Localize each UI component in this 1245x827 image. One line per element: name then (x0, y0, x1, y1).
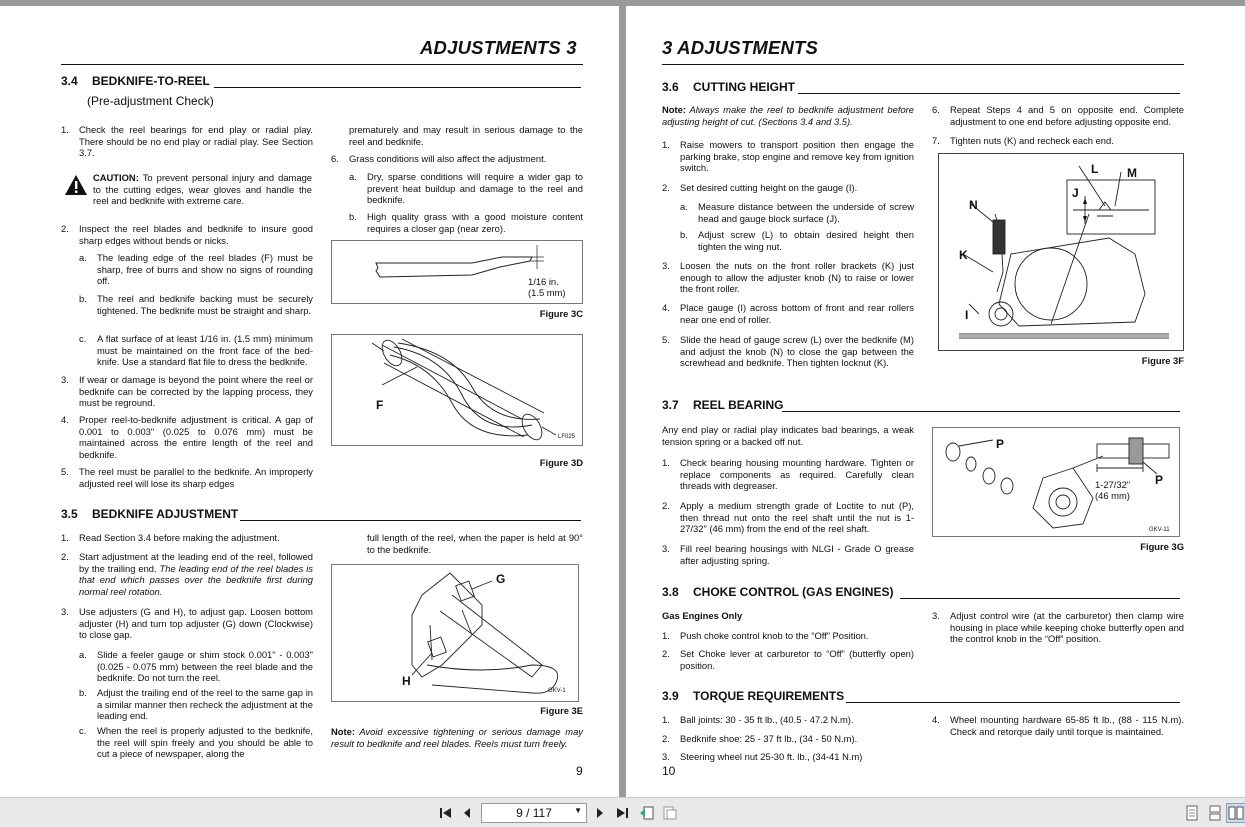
page-header: ADJUSTMENTS 3 (420, 37, 577, 58)
two-page-view-button[interactable] (1226, 803, 1245, 823)
list-item: 2. Start adjustment at the leading end of the reel, followed by the trailing end. The leading end of the reel blades is that end which passes over the bedknife first during normal reel rotation. (61, 551, 313, 598)
heading-underline (900, 585, 1180, 599)
list-item: 1. Check the reel bearings for end play or radial play. There should be no end play or radial play. See Section 3.7. (61, 124, 313, 159)
paragraph: Any end play or radial play indicates bad bearings, a weak tension spring or a backed off nut. (662, 424, 914, 447)
list-item: 1. Read Section 3.4 before making the adjustment. (61, 532, 280, 543)
list-item: 5. Slide the head of gauge screw (L) over the bedknife (M) and adjust the knob (N) to close the gap between the screwhead and bedknife. Then tighten locknut (K). (662, 334, 914, 369)
label-g: G (496, 572, 506, 586)
figure-code: GKV-11 (1149, 527, 1170, 533)
warning-icon (64, 174, 88, 201)
next-page-button[interactable] (590, 803, 610, 823)
figure-3f (938, 153, 1184, 351)
list-item: 2. Apply a medium strength grade of Loctite to nut (P), then thread nut onto the reel shaft until the nut is 1-27/32" (46 mm) from the end of the reel shaft. (662, 500, 914, 535)
list-item: b. The reel and bedknife backing must be securely tightened. The bedknife must be straight and sharp. (79, 293, 313, 316)
list-item: 6. Grass conditions will also affect the adjustment. (331, 153, 547, 164)
list-item: 6. Repeat Steps 4 and 5 on opposite end. Complete adjustment to one end before adjusting opposite end. (932, 104, 1184, 127)
previous-page-icon (462, 807, 472, 819)
list-item: 3. Loosen the nuts on the front roller brackets (K) just enough to allow the adjuster knob (N) to raise or lower the front roller. (662, 260, 914, 295)
list-item: c. When the reel is properly adjusted to the bedknife, the reel will spin freely and you should be able to cut a piece of newspaper, along the (79, 725, 313, 760)
label-k: K (959, 248, 968, 262)
header-rule (662, 64, 1184, 65)
single-page-view-button[interactable] (1182, 803, 1202, 823)
continuous-page-icon (1208, 805, 1222, 821)
last-page-icon (615, 807, 629, 819)
list-item: 7. Tighten nuts (K) and recheck each end. (932, 135, 1114, 146)
label-m: M (1127, 166, 1137, 180)
figure-3g (932, 427, 1180, 537)
figure-code: LF025 (558, 434, 576, 440)
first-page-button[interactable] (436, 803, 456, 823)
list-item: a. The leading edge of the reel blades (F) must be sharp, free of burrs and show no signs of rounding off. (79, 252, 313, 287)
list-item: 2. Inspect the reel blades and bedknife to insure good sharp edges without bends or nicks. (61, 223, 313, 246)
section-3-9-heading: 3.9 TORQUE REQUIREMENTS (662, 689, 845, 703)
dimension-label: 1-27/32" (46 mm) (1095, 479, 1131, 501)
list-item: 3. Steering wheel nut 25-30 ft. lb., (34-41 N.m) (662, 751, 863, 762)
go-forward-button[interactable] (660, 803, 680, 823)
section-3-4-heading: 3.4 BEDKNIFE-TO-REEL (61, 74, 210, 88)
figure-3d (331, 334, 583, 446)
continuous-view-button[interactable] (1205, 803, 1225, 823)
label-j: J (1072, 186, 1079, 200)
figure-caption: Figure 3G (1140, 541, 1184, 552)
label-l: L (1091, 162, 1099, 176)
list-item: 1. Raise mowers to transport position then engage the parking brake, stop engine and remove key from ignition switch. (662, 139, 914, 174)
list-item: 4. Proper reel-to-bedknife adjustment is critical. A gap of 0.001 to 0.003" (0.025 to 0.076 mm) must be maintained across the entire length of the reel and bedknife. (61, 414, 313, 461)
heading-underline (798, 80, 1180, 94)
page-header: 3 ADJUSTMENTS (662, 37, 819, 58)
list-item: 4. Place gauge (I) across bottom of front and rear rollers near one end of roller. (662, 302, 914, 325)
next-page-icon (595, 807, 605, 819)
caution-text: CAUTION: To prevent personal injury and damage to the cutting edges, wear gloves and handle the reel and bedknife with extreme care. (93, 172, 312, 207)
label-h: H (402, 674, 411, 688)
page-number: 10 (662, 764, 676, 778)
list-item-continued: prematurely and may result in serious damage to the reel and bedknife. (349, 124, 583, 147)
list-item: 2. Set Choke lever at carburetor to “Off” (butterfly open) position. (662, 648, 914, 671)
figure-caption: Figure 3C (539, 308, 583, 319)
section-3-6-heading: 3.6 CUTTING HEIGHT (662, 80, 795, 94)
adjuster-diagram (332, 565, 578, 701)
section-3-7-heading: 3.7 REEL BEARING (662, 398, 784, 412)
label-p: P (996, 437, 1005, 451)
note-text: Note: Always make the reel to bedknife adjustment before adjusting height of cut. (Sections 3.4 and 3.5). (662, 104, 914, 127)
label-p: P (1155, 473, 1164, 487)
figure-code: GKV-1 (548, 688, 566, 694)
list-item: 5. The reel must be parallel to the bedknife. An improperly adjusted reel will lose its sharp edges (61, 466, 313, 489)
section-3-8-heading: 3.8 CHOKE CONTROL (GAS ENGINES) (662, 585, 894, 599)
list-item: 2. Set desired cutting height on the gauge (I). (662, 182, 858, 193)
dropdown-arrow-icon: ▼ (574, 806, 582, 815)
heading-underline (240, 507, 581, 521)
list-item: 2. Bedknife shoe: 25 - 37 ft lb., (34 - 50 N.m). (662, 733, 858, 744)
section-subtitle: (Pre-adjustment Check) (87, 94, 214, 108)
label-f: F (376, 398, 384, 412)
label-n: N (969, 198, 978, 212)
go-back-button[interactable] (637, 803, 657, 823)
list-item: a. Slide a feeler gauge or shim stock 0.001" - 0.003" (0.025 - 0.075 mm) between the reel blade and the bedknife. Do not turn the reel. (79, 649, 313, 684)
list-item: 3. Fill reel bearing housings with NLGI - Grade O grease after adjusting spring. (662, 543, 914, 566)
list-item: 4. Wheel mounting hardware 65-85 ft lb., (88 - 115 N.m). Check and retorque daily until torque is maintained. (932, 714, 1184, 737)
list-item: 3. Use adjusters (G and H), to adjust gap. Loosen bottom adjuster (H) and turn top adjuster (G) down (Clockwise) to close gap. (61, 606, 313, 641)
list-item: 1. Check bearing housing mounting hardware. Tighten or replace components as required. Carefully clean threads with degreaser. (662, 457, 914, 492)
reel-bearing-diagram (933, 428, 1179, 536)
first-page-icon (439, 807, 453, 819)
list-item: b. Adjust the trailing end of the reel to the same gap in a similar manner then recheck the adjustment at the leading end. (79, 687, 313, 722)
cutting-height-diagram (939, 154, 1183, 350)
heading-underline (214, 74, 581, 88)
subheading: Gas Engines Only (662, 610, 743, 621)
list-item: b. High quality grass with a good moisture content requires a closer gap (near zero). (349, 211, 583, 234)
left-page (0, 6, 619, 797)
list-item: c. A flat surface of at least 1/16 in. (1.5 mm) minimum must be maintained on the front face of the bed-knife. Use a standard flat file to dress the bedknife. (79, 333, 313, 368)
go-back-icon (639, 805, 655, 821)
figure-caption: Figure 3D (539, 457, 583, 468)
reel-diagram (332, 335, 582, 445)
heading-underline (846, 689, 1180, 703)
figure-caption: Figure 3E (540, 705, 583, 716)
note-text: Note: Avoid excessive tightening or serious damage may result to bedknife and reel blades. Reels must turn freely. (331, 726, 583, 749)
list-item: 1. Ball joints: 30 - 35 ft lb., (40.5 - 47.2 N.m). (662, 714, 854, 725)
right-page (626, 6, 1245, 797)
list-item: b. Adjust screw (L) to obtain desired height then tighten the wing nut. (680, 229, 914, 252)
list-item: 1. Push choke control knob to the “Off” Position. (662, 630, 869, 641)
single-page-icon (1185, 805, 1199, 821)
header-rule (61, 64, 583, 65)
figure-caption: Figure 3F (1141, 355, 1184, 366)
figure-3c: 1/16 in. (1.5 mm) (331, 240, 583, 304)
list-item: a. Dry, sparse conditions will require a wider gap to prevent heat buildup and damage to the reel and bedknife. (349, 171, 583, 206)
last-page-button[interactable] (612, 803, 632, 823)
page-selector[interactable]: 9 / 117 ▼ (481, 803, 587, 823)
list-item-continued: full length of the reel, when the paper is held at 90° to the bedknife. (367, 532, 583, 555)
list-item: 3. Adjust control wire (at the carburetor) then clamp wire housing in place while keeping choke butterfly open and the control knob in the “Off” position. (932, 610, 1184, 645)
list-item: 3. If wear or damage is beyond the point where the reel or bedknife can be corrected by the lapping process, they must be reground. (61, 374, 313, 409)
page-number: 9 (576, 764, 583, 778)
go-forward-icon (662, 805, 678, 821)
viewer-toolbar (0, 797, 1245, 827)
two-page-icon (1228, 805, 1244, 821)
figure-3e (331, 564, 579, 702)
section-3-5-heading: 3.5 BEDKNIFE ADJUSTMENT (61, 507, 239, 521)
label-i: I (965, 308, 969, 322)
list-item: a. Measure distance between the underside of screw head and gauge block surface (J). (680, 201, 914, 224)
heading-underline (782, 398, 1180, 412)
previous-page-button[interactable] (457, 803, 477, 823)
